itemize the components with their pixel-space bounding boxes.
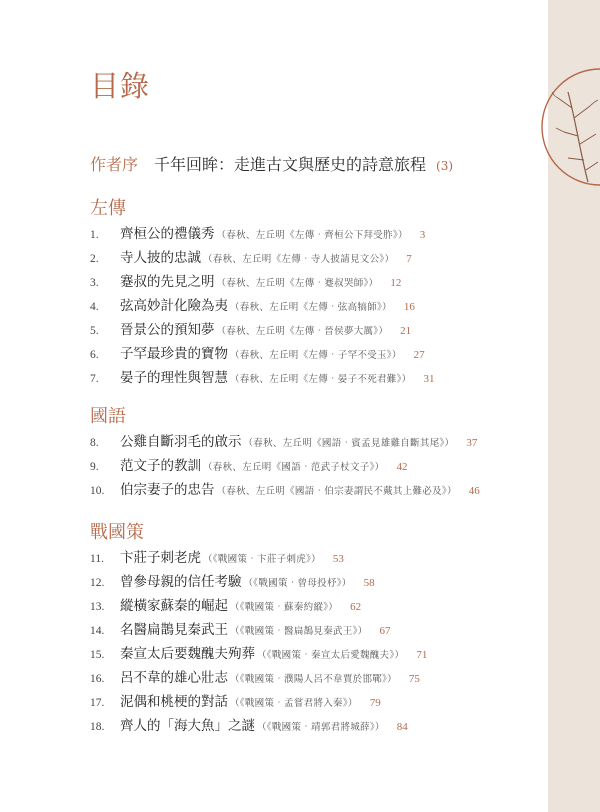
entry-title: 蹇叔的先見之明 [120,274,215,290]
entry-page-number: 21 [400,325,412,337]
entry-title: 子罕最珍貴的寶物 [120,346,228,362]
entry-title: 晏子的理性與智慧 [120,370,228,386]
entry-number: 18. [90,721,105,733]
entry-page-number: 16 [403,301,415,313]
entry-source: （《戰國策‧卞莊子刺虎》） [203,554,321,565]
preface-label: 作者序 [90,155,139,174]
entry-source: （春秋、左丘明《左傳‧子罕不受玉》） [230,350,402,361]
entry-number: 10. [90,485,105,497]
entry-number: 14. [90,625,105,637]
toc-entry[interactable] [90,454,540,478]
entry-title: 齊桓公的禮儀秀 [120,226,215,242]
toc-entry[interactable] [90,618,540,642]
toc-entry[interactable] [90,294,540,318]
entry-source: （春秋、左丘明《左傳‧寺人披請見文公》） [203,254,395,265]
entry-title: 范文子的教訓 [120,458,201,474]
entry-title: 齊人的「海大魚」之謎 [120,718,255,734]
entry-title: 縱橫家蘇秦的崛起 [120,598,228,614]
entry-title: 呂不韋的雄心壯志 [120,670,228,686]
entry-title: 泥偶和桃梗的對話 [120,694,228,710]
toc-entry[interactable] [90,642,540,666]
entry-title: 曾參母親的信任考驗 [120,574,242,590]
entry-source: （《戰國策‧醫扁鵲見秦武王》） [230,626,368,637]
entry-page-number: 27 [413,349,425,361]
entry-page-number: 31 [423,373,435,385]
entry-page-number: 62 [350,601,362,613]
toc-entry[interactable] [90,342,540,366]
toc-entry[interactable] [90,246,540,270]
entry-number: 3. [90,277,99,289]
entry-source: （春秋、左丘明《國語‧伯宗妻謂民不戴其上難必及》） [216,486,457,497]
preface-title: 千年回眸：走進古文與歷史的詩意旅程 [154,155,427,174]
toc-entry[interactable] [90,666,540,690]
bamboo-emblem-icon [528,52,600,202]
entry-title: 晉景公的預知夢 [120,322,215,338]
preface-entry[interactable] [90,152,453,175]
toc-entry[interactable] [90,690,540,714]
entry-source: （春秋、左丘明《左傳‧晉侯夢大厲》） [216,326,389,337]
entry-page-number: 42 [396,461,408,473]
entry-number: 16. [90,673,105,685]
toc-entry[interactable] [90,430,540,454]
entry-number: 11. [90,553,104,565]
entry-number: 2. [90,253,99,265]
toc-entry[interactable] [90,594,540,618]
entry-title: 秦宣太后要魏醜夫殉葬 [120,646,255,662]
entry-source: （春秋、左丘明《左傳‧齊桓公下拜受胙》） [216,230,408,241]
entry-page-number: 75 [408,673,420,685]
entry-source: （《戰國策‧曾母投杼》） [243,578,352,589]
entry-page-number: 79 [369,697,381,709]
entry-source: （春秋、左丘明《左傳‧弦高犒師》） [230,302,392,313]
entry-page-number: 37 [466,437,478,449]
entry-title: 伯宗妻子的忠告 [120,482,215,498]
toc-entry[interactable] [90,318,540,342]
entry-title: 寺人披的忠誠 [120,250,201,266]
entry-page-number: 53 [332,553,344,565]
entry-source: （春秋、左丘明《國語‧范武子杖文子》） [203,462,385,473]
toc-entry[interactable] [90,478,540,502]
entry-number: 15. [90,649,105,661]
entry-title: 名醫扁鵲見秦武王 [120,622,228,638]
section-guoyu [90,404,540,502]
entry-page-number: 46 [468,485,480,497]
entry-source: （春秋、左丘明《國語‧賓孟見雄雞自斷其尾》） [243,438,455,449]
entry-number: 12. [90,577,105,589]
toc-entry[interactable] [90,366,540,390]
entry-source: （《戰國策‧靖郭君將城薛》） [257,722,385,733]
entry-title: 公雞自斷羽毛的啟示 [120,434,242,450]
toc-list [90,222,540,390]
entry-page-number: 84 [396,721,408,733]
entry-source: （《戰國策‧濮陽人呂不韋賈於邯鄲》） [230,674,397,685]
section-heading: 國語 [90,406,126,427]
preface-page: (3) [436,159,454,173]
entry-source: （《戰國策‧蘇秦約縱》） [230,602,339,613]
entry-number: 4. [90,301,99,313]
entry-source: （《戰國策‧秦宣太后愛魏醜夫》） [257,650,405,661]
section-heading: 左傳 [90,198,126,219]
entry-title: 弦高妙計化險為夷 [120,298,228,314]
toc-list [90,430,540,502]
entry-page-number: 58 [363,577,375,589]
entry-page-number: 7 [406,253,412,265]
entry-page-number: 3 [419,229,426,241]
entry-number: 17. [90,697,105,709]
toc-entry[interactable] [90,570,540,594]
entry-source: （春秋、左丘明《左傳‧蹇叔哭師》） [216,278,379,289]
toc-list [90,546,540,738]
section-zhanguoce [90,520,540,738]
section-heading: 戰國策 [90,522,144,543]
entry-page-number: 67 [379,625,391,637]
entry-page-number: 12 [390,277,402,289]
section-zuozhuan [90,196,540,390]
entry-number: 8. [90,437,99,449]
entry-source: （《戰國策‧孟嘗君將入秦》） [230,698,358,709]
entry-number: 9. [90,461,99,473]
entry-number: 7. [90,373,99,385]
entry-source: （春秋、左丘明《左傳‧晏子不死君難》） [230,374,412,385]
entry-number: 13. [90,601,105,613]
entry-number: 5. [90,325,99,337]
page-title: 目錄 [90,69,151,103]
entry-number: 6. [90,349,99,361]
toc-entry[interactable] [90,714,540,738]
toc-entry[interactable] [90,222,540,246]
entry-number: 1. [90,229,99,241]
entry-page-number: 71 [416,649,428,661]
toc-entry[interactable] [90,546,540,570]
entry-title: 卞莊子刺老虎 [120,550,201,566]
toc-entry[interactable] [90,270,540,294]
